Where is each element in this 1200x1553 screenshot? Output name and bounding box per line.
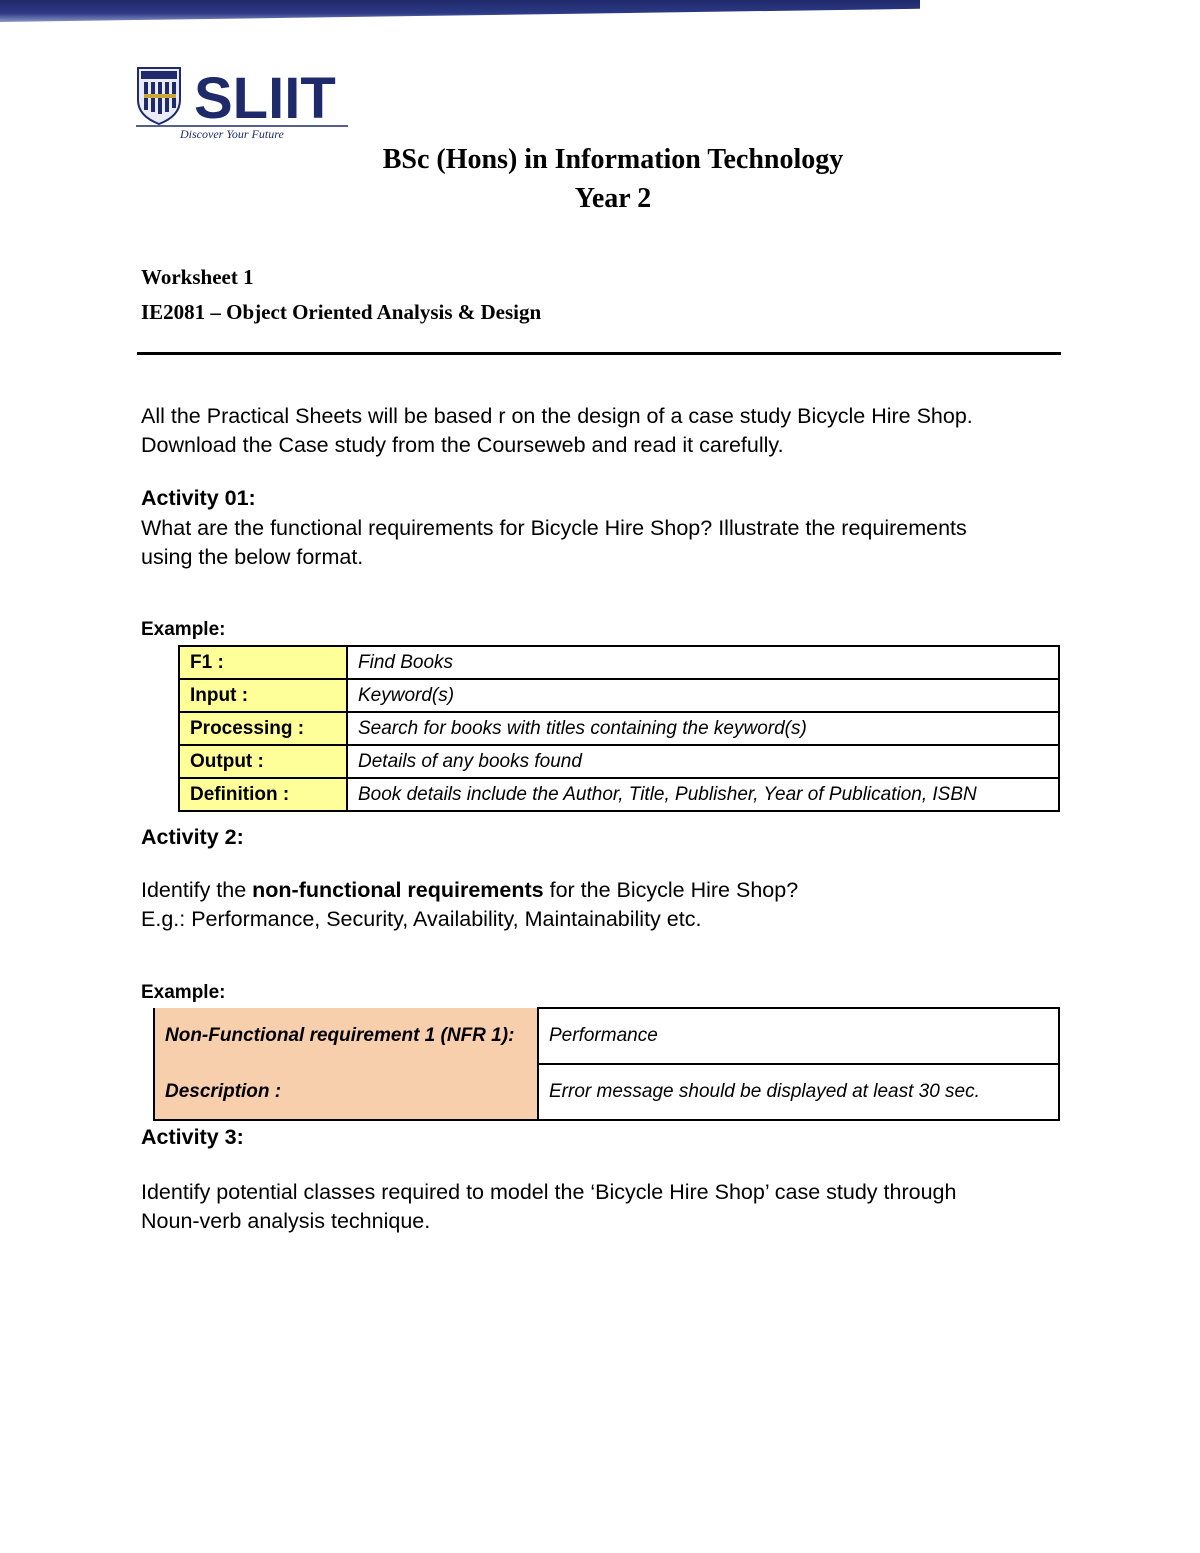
nfr-label: Non-Functional requirement 1 (NFR 1): [154, 1008, 538, 1064]
logo-wordmark: SLIIT [194, 66, 336, 131]
fr-value: Keyword(s) [347, 679, 1059, 712]
fr-value: Book details include the Author, Title, Publisher, Year of Publication, ISBN [347, 778, 1059, 811]
table-row [179, 778, 1059, 811]
activity-2-line-1-post: for the Bicycle Hire Shop? [543, 878, 799, 902]
intro-paragraph [141, 402, 1071, 460]
table-row [179, 679, 1059, 712]
logo-tagline: Discover Your Future [180, 127, 284, 141]
functional-requirement-table [178, 645, 1060, 812]
activity-1-title: Activity 01: [141, 486, 256, 510]
nfr-value: Error message should be displayed at least 30 sec. [538, 1064, 1059, 1120]
activity-2-title: Activity 2: [141, 825, 244, 849]
table-row [179, 745, 1059, 778]
table-row [154, 1064, 1059, 1120]
activity-2-line-2: E.g.: Performance, Security, Availability, Maintainability etc. [141, 907, 702, 931]
example-label-1: Example: [141, 619, 226, 640]
table-row [179, 712, 1059, 745]
fr-label: Input : [179, 679, 347, 712]
non-functional-requirement-table [153, 1007, 1060, 1121]
activity-1-text [141, 514, 1071, 572]
fr-label: Processing : [179, 712, 347, 745]
nfr-label: Description : [154, 1064, 538, 1120]
fr-label: Definition : [179, 778, 347, 811]
intro-line-2: Download the Case study from the Courseweb and read it carefully. [141, 433, 784, 457]
fr-value: Search for books with titles containing the keyword(s) [347, 712, 1059, 745]
module-label: IE2081 – Object Oriented Analysis & Design [141, 300, 542, 324]
activity-1-line-1: What are the functional requirements for Bicycle Hire Shop? Illustrate the requirements [141, 516, 967, 540]
sliit-logo [136, 66, 351, 142]
fr-label: F1 : [179, 646, 347, 679]
fr-value: Find Books [347, 646, 1059, 679]
activity-2-text [141, 876, 1071, 934]
activity-1-line-2: using the below format. [141, 545, 364, 569]
year-title: Year 2 [574, 183, 652, 214]
activity-2-line-1 [141, 876, 1071, 905]
table-row [154, 1008, 1059, 1064]
nfr-value: Performance [538, 1008, 1059, 1064]
activity-3-title: Activity 3: [141, 1125, 244, 1149]
crest-icon [138, 68, 180, 124]
intro-line-1: All the Practical Sheets will be based r on the design of a case study Bicycle Hire Shop. [141, 404, 973, 428]
fr-label: Output : [179, 745, 347, 778]
example-label-2: Example: [141, 982, 226, 1003]
activity-3-line-1: Identify potential classes required to model the ‘Bicycle Hire Shop’ case study through [141, 1180, 957, 1204]
activity-3-text [141, 1178, 1071, 1236]
fr-value: Details of any books found [347, 745, 1059, 778]
activity-2-emphasis: non-functional requirements [252, 878, 544, 902]
worksheet-label: Worksheet 1 [141, 265, 254, 289]
divider [137, 352, 1061, 355]
activity-2-line-1-pre: Identify the [141, 878, 253, 902]
program-title: BSc (Hons) in Information Technology [382, 144, 844, 175]
activity-3-line-2: Noun-verb analysis technique. [141, 1209, 431, 1233]
header-band [0, 0, 920, 22]
table-row [179, 646, 1059, 679]
